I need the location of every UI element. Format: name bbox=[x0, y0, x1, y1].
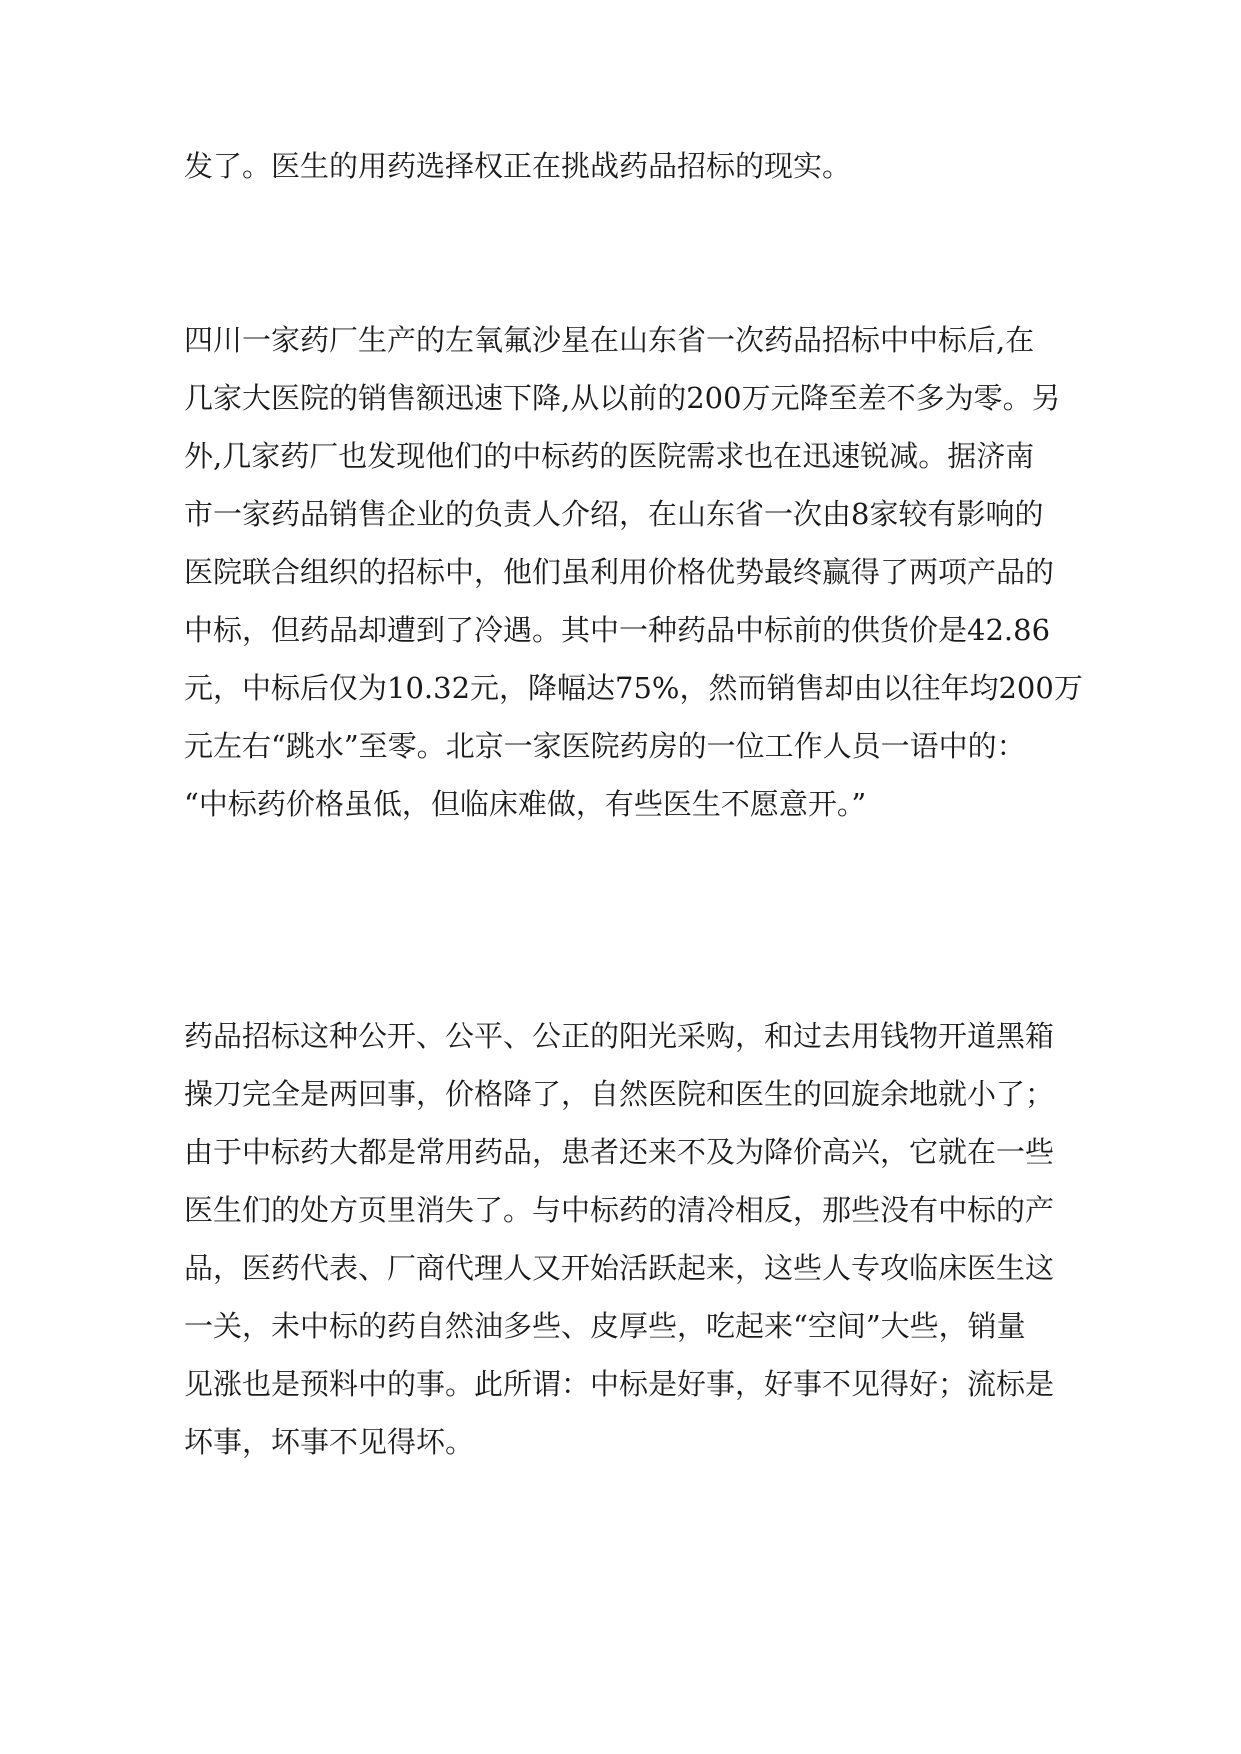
paragraph-line: 坏事，坏事不见得坏。 bbox=[184, 1425, 475, 1459]
paragraph-line: 发了。医生的用药选择权正在挑战药品招标的现实。 bbox=[184, 149, 852, 183]
paragraph-line: 几家大医院的销售额迅速下降,从以前的200万元降至差不多为零。另 bbox=[184, 381, 1061, 415]
paragraph-line: 医院联合组织的招标中，他们虽利用价格优势最终赢得了两项产品的 bbox=[184, 555, 1055, 589]
paragraph-line: 外,几家药厂也发现他们的中标药的医院需求也在迅速锐减。据济南 bbox=[184, 439, 1035, 473]
paragraph-line: 由于中标药大都是常用药品，患者还来不及为降价高兴，它就在一些 bbox=[184, 1135, 1055, 1169]
paragraph-line: “中标药价格虽低，但临床难做，有些医生不愿意开。” bbox=[184, 787, 867, 821]
paragraph-line: 操刀完全是两回事，价格降了，自然医院和医生的回旋余地就小了； bbox=[184, 1077, 1055, 1111]
paragraph-line: 医生们的处方页里消失了。与中标药的清冷相反，那些没有中标的产 bbox=[184, 1193, 1055, 1227]
paragraph-line: 见涨也是预料中的事。此所谓：中标是好事，好事不见得好；流标是 bbox=[184, 1367, 1055, 1401]
paragraph-line: 药品招标这种公开、公平、公正的阳光采购，和过去用钱物开道黑箱 bbox=[184, 1019, 1055, 1053]
paragraph-line: 市一家药品销售企业的负责人介绍，在山东省一次由8家较有影响的 bbox=[184, 497, 1044, 531]
paragraph-line: 一关，未中标的药自然油多些、皮厚些，吃起来“空间”大些，销量 bbox=[184, 1309, 1026, 1343]
paragraph-line: 中标，但药品却遭到了冷遇。其中一种药品中标前的供货价是42.86 bbox=[184, 613, 1051, 647]
paragraph-line: 品，医药代表、厂商代理人又开始活跃起来，这些人专攻临床医生这 bbox=[184, 1251, 1055, 1285]
paragraph-line: 四川一家药厂生产的左氧氟沙星在山东省一次药品招标中中标后,在 bbox=[184, 323, 1035, 357]
paragraph-line: 元左右“跳水”至零。北京一家医院药房的一位工作人员一语中的： bbox=[184, 729, 1026, 763]
paragraph-line: 元，中标后仅为10.32元，降幅达75%，然而销售却由以往年均200万 bbox=[184, 671, 1083, 705]
